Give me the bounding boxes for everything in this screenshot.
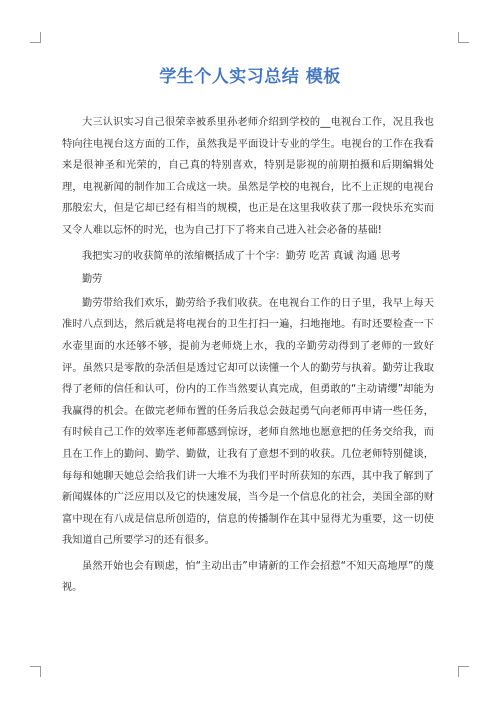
document-body: [62, 112, 434, 603]
crop-mark-top-left: [30, 32, 41, 43]
paragraph-initiative: 虽然开始也会有顾虑，怕“主动出击”申请新的工作会招惹“不知天高地厚”的蔑视。: [62, 560, 434, 594]
document-title: 学生个人实习总结 模板: [159, 67, 341, 87]
crop-mark-bottom-right: [458, 666, 469, 677]
crop-mark-bottom-left: [30, 666, 41, 677]
paragraph-diligence: 勤劳带给我们欢乐，勤劳给予我们收获。在电视台工作的日子里，我早上每天准时八点到达，然后就是将电视台的卫生打扫一遍，扫地拖地。有时还要检查一下水壶里面的水还够不够，提前为老师烧上水，我的辛勤劳动得到了老师的一致好评。虽然只是零散的杂活但是透过它却可以读懂一个人的勤劳与执着。勤劳让我取得了老师的信任和认可，份内的工作当然要认真完成，但勇敢的“主动请缨”却能为我赢得的机会。在做完老师布置的任务后我总会鼓起勇气向老师再申请一些任务，有时候自己工作的效率连老师都感到惊讶，老师自然地也愿意把的任务交给我，而且在工作上的勤问、勤学、勤做，让我有了意想不到的收获。几位老师特别健谈，每每和她聊天她总会给我们讲一大堆不为我们平时所获知的东西，其中我了解到了新闻媒体的广泛应用以及它的快速发展，当今是一个信息化的社会，美国全部的财富中现在有八成是信息所创造的，信息的传播制作在其中显得尤为重要，这一切使我知道自己所要学习的还有很多。: [62, 297, 434, 547]
paragraph-intro: 大三认识实习自己很荣幸被系里孙老师介绍到学校的__电视台工作，况且我也特向往电视台这方面的工作，虽然我是平面设计专业的学生。电视台的工作在我看来是很神圣和光荣的，自己真的特别喜欢，特别是影视的前期拍摄和后期编辑处理，电视新闻的制作加工合成这一块。虽然是学校的电视台，比不上正规的电视台那般宏大，但是它却已经有相当的规模，也正是在这里我收获了那一段快乐充实而又令人难以忘怀的时光，也为自己打下了将来自己进入社会必备的基础!: [62, 117, 434, 236]
paragraph-summary: 我把实习的收获简单的浓缩概括成了十个字：勤劳 吃苦 真诚 沟通 思考: [82, 250, 401, 262]
section-heading-diligence: 勤劳: [82, 274, 103, 286]
crop-mark-top-right: [458, 32, 469, 43]
